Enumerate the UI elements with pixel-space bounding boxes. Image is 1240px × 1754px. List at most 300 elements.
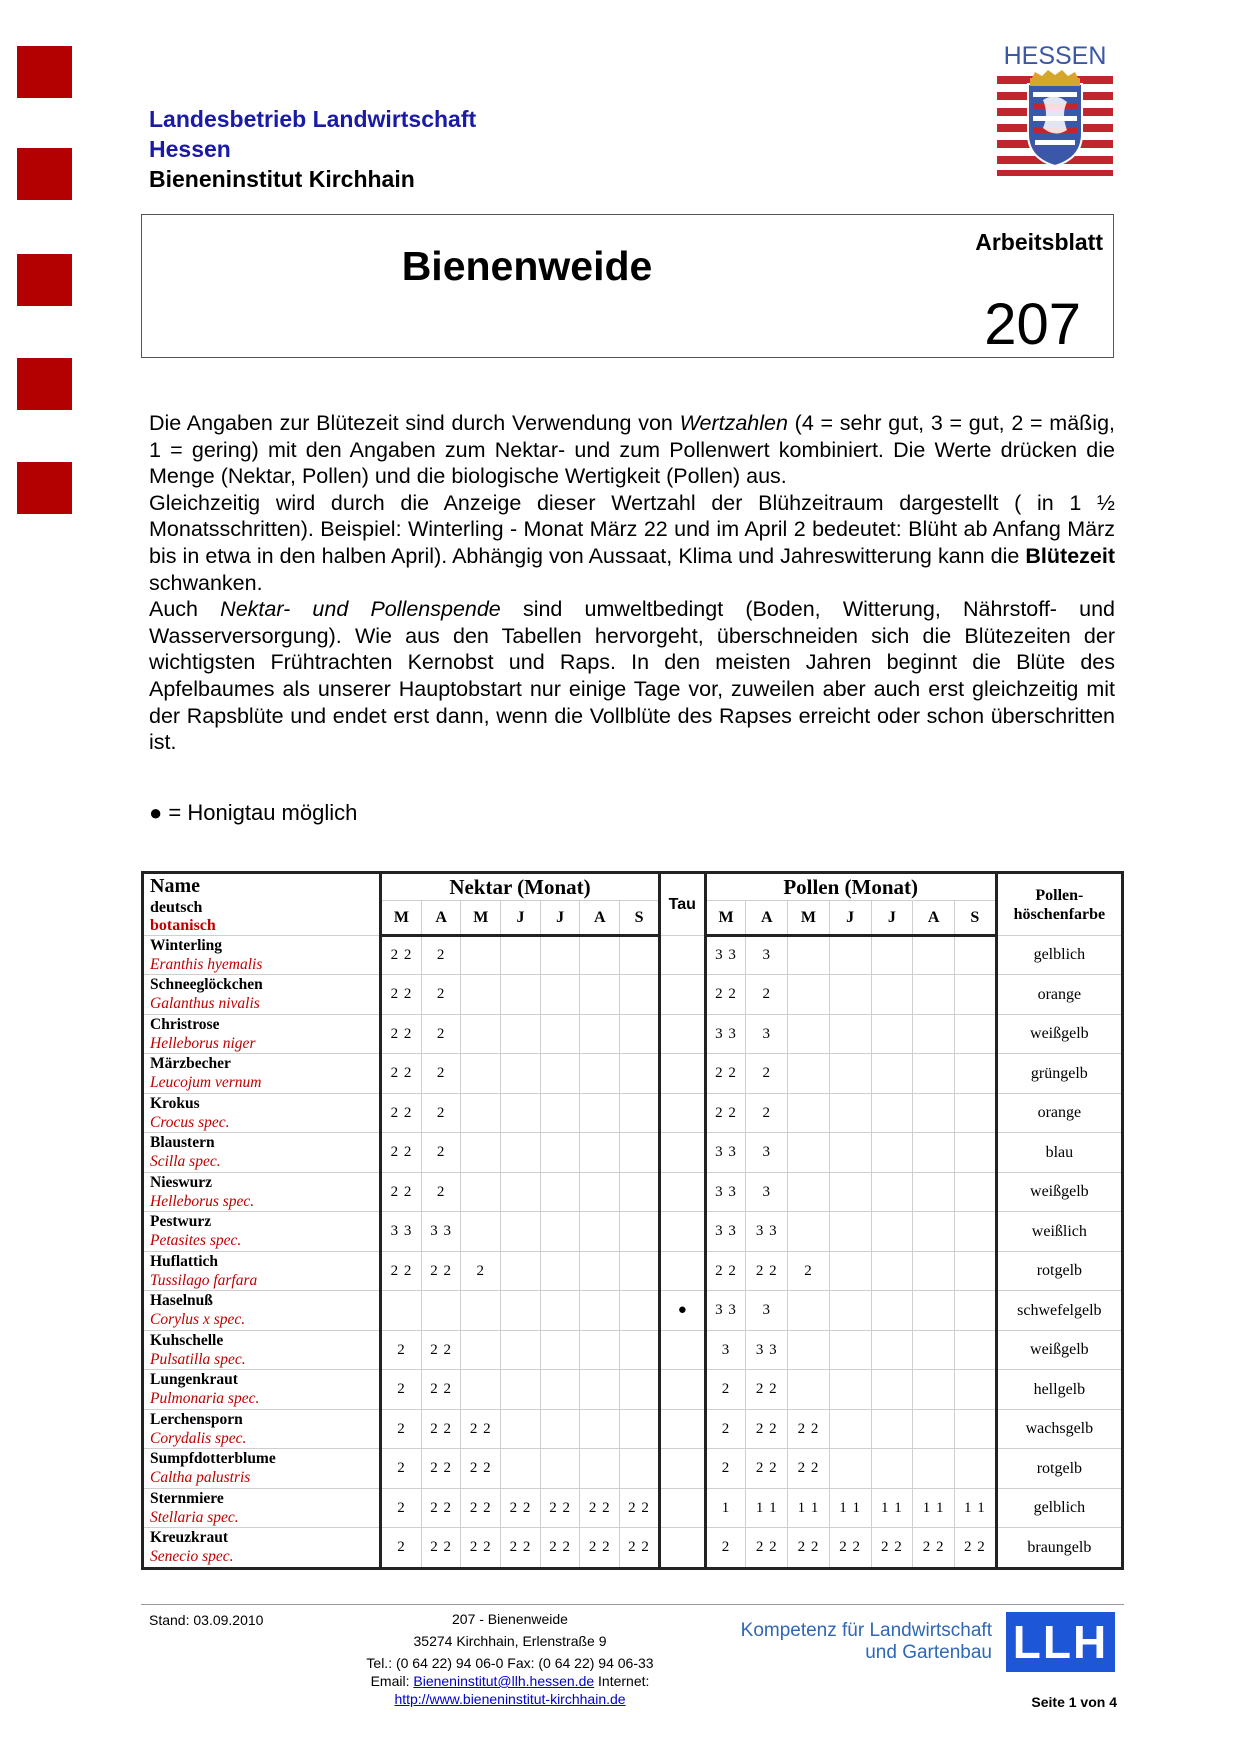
nektar-value: 2 2 <box>461 1488 501 1527</box>
pollen-value <box>954 1370 996 1409</box>
pollen-value: 1 1 <box>913 1488 955 1527</box>
nektar-value <box>461 1014 501 1053</box>
nektar-value <box>620 1054 660 1093</box>
table-row <box>143 1093 1123 1132</box>
pollen-value <box>788 1054 830 1093</box>
plant-name-botanical: Pulmonaria spec. <box>150 1390 260 1408</box>
nektar-value <box>620 1291 660 1330</box>
nektar-value <box>620 1212 660 1251</box>
pollen-value: 3 3 <box>705 1014 746 1053</box>
pollen-value: 2 2 <box>829 1528 871 1569</box>
nektar-value <box>501 1212 541 1251</box>
pollen-value <box>954 1172 996 1211</box>
plant-name <box>143 1488 381 1527</box>
website-link[interactable]: http://www.bieneninstitut-kirchhain.de <box>394 1691 626 1707</box>
nektar-month-5: A <box>580 901 620 936</box>
nektar-value <box>620 1330 660 1369</box>
pollen-value: 2 2 <box>746 1370 788 1409</box>
nektar-value <box>580 1212 620 1251</box>
nektar-value <box>461 1370 501 1409</box>
nektar-value <box>580 1251 620 1290</box>
intro-paragraph-1: Die Angaben zur Blütezeit sind durch Verwendung von Wertzahlen (4 = sehr gut, 3 = gut, 2 = mäßig, 1 = gering) mit den Angaben zum Nektar- und zum Pollenwert kombiniert. Die Werte drücken die Menge (Nektar, Pollen) und die biologische Wertigkeit (Pollen) aus. <box>149 411 1116 489</box>
nektar-value: 2 <box>421 1054 461 1093</box>
table-row <box>143 1330 1123 1369</box>
table-row <box>143 975 1123 1014</box>
llh-logo: LLH <box>1006 1612 1115 1672</box>
pollen-value <box>871 975 913 1014</box>
pollen-value <box>913 975 955 1014</box>
pollen-month-6: S <box>954 901 996 936</box>
nektar-value <box>620 975 660 1014</box>
pollen-value <box>954 1449 996 1488</box>
plant-name-german: Krokus <box>150 1094 200 1112</box>
margin-square <box>17 46 72 98</box>
pollen-color: orange <box>996 1093 1122 1132</box>
pollen-color: rotgelb <box>996 1449 1122 1488</box>
nektar-value <box>580 1409 620 1448</box>
pollen-value: 1 1 <box>746 1488 788 1527</box>
nektar-value <box>461 1212 501 1251</box>
pollen-color: weißgelb <box>996 1014 1122 1053</box>
footer-phone: Tel.: (0 64 22) 94 06-0 Fax: (0 64 22) 94 06-33 <box>366 1655 654 1671</box>
plant-name-german: Sternmiere <box>150 1489 224 1507</box>
pollen-color: orange <box>996 975 1122 1014</box>
nektar-month-1: A <box>421 901 461 936</box>
pollen-value <box>871 1054 913 1093</box>
plant-name-botanical: Corylus x spec. <box>150 1311 246 1329</box>
nektar-value <box>540 1133 580 1172</box>
table-row <box>143 1528 1123 1569</box>
pollen-value <box>913 1172 955 1211</box>
nektar-value <box>620 936 660 975</box>
pollen-value: 3 <box>746 1133 788 1172</box>
pollen-value <box>913 1212 955 1251</box>
tau-value <box>659 936 705 975</box>
pollen-color: grüngelb <box>996 1054 1122 1093</box>
nektar-value: 2 <box>421 1093 461 1132</box>
nektar-value: 2 <box>421 1172 461 1211</box>
plant-name <box>143 1172 381 1211</box>
pollen-value <box>871 1133 913 1172</box>
table-row <box>143 1291 1123 1330</box>
pollen-value <box>829 936 871 975</box>
table-row <box>143 1212 1123 1251</box>
plant-name-botanical: Eranthis hyemalis <box>150 956 263 973</box>
plant-name <box>143 1370 381 1409</box>
pollen-value: 2 2 <box>788 1449 830 1488</box>
nektar-value: 3 3 <box>381 1212 422 1251</box>
nektar-value <box>461 1330 501 1369</box>
nektar-value <box>580 936 620 975</box>
nektar-value: 2 2 <box>421 1449 461 1488</box>
pollen-value <box>871 1093 913 1132</box>
hessen-logo <box>995 42 1115 182</box>
honeydew-note: ● = Honigtau möglich <box>149 800 358 825</box>
nektar-value: 2 2 <box>381 1251 422 1290</box>
pollen-color: weißgelb <box>996 1172 1122 1211</box>
nektar-value: 2 <box>381 1488 422 1527</box>
tau-value <box>659 1370 705 1409</box>
footer-tagline: Kompetenz für Landwirtschaft und Gartenbau <box>740 1620 992 1663</box>
nektar-value: 2 2 <box>381 975 422 1014</box>
org-line-3: Bieneninstitut Kirchhain <box>149 166 415 192</box>
pollen-value <box>788 1330 830 1369</box>
nektar-value <box>501 1133 541 1172</box>
pollen-color: gelblich <box>996 936 1122 975</box>
tau-value <box>659 1409 705 1448</box>
pollen-month-3: J <box>829 901 871 936</box>
pollen-value <box>871 1172 913 1211</box>
pollen-value <box>913 1449 955 1488</box>
nektar-value <box>501 1172 541 1211</box>
nektar-value <box>540 936 580 975</box>
pollen-value: 3 <box>705 1330 746 1369</box>
nektar-value <box>461 1291 501 1330</box>
nektar-value <box>540 1330 580 1369</box>
nektar-value: 2 <box>381 1330 422 1369</box>
plant-name-german: Lerchensporn <box>150 1410 243 1428</box>
nektar-value: 2 2 <box>461 1449 501 1488</box>
pollen-color: wachsgelb <box>996 1409 1122 1448</box>
nektar-value: 2 2 <box>381 1014 422 1053</box>
nektar-value: 2 2 <box>620 1528 660 1569</box>
nektar-value <box>580 1133 620 1172</box>
pollen-value <box>871 1014 913 1053</box>
pollen-value: 2 <box>788 1251 830 1290</box>
nektar-value <box>381 1291 422 1330</box>
pollen-value <box>829 1409 871 1448</box>
org-line-2: Hessen <box>149 136 231 162</box>
pollen-value <box>829 1330 871 1369</box>
tau-value <box>659 1093 705 1132</box>
nektar-value <box>501 975 541 1014</box>
nektar-value <box>540 1409 580 1448</box>
tau-value <box>659 1054 705 1093</box>
nektar-value <box>620 1370 660 1409</box>
table-row <box>143 1172 1123 1211</box>
plant-name <box>143 1133 381 1172</box>
plant-name-botanical: Helleborus spec. <box>150 1192 255 1210</box>
pollen-value <box>913 1370 955 1409</box>
pollen-value <box>829 1449 871 1488</box>
nektar-value: 2 2 <box>421 1488 461 1527</box>
nektar-value <box>501 1251 541 1290</box>
pollen-value <box>954 1014 996 1053</box>
pollen-value: 2 <box>746 1054 788 1093</box>
pollen-value: 3 3 <box>705 1212 746 1251</box>
pollen-value <box>913 1054 955 1093</box>
plant-name-german: Pestwurz <box>150 1213 212 1231</box>
pollen-value <box>954 1133 996 1172</box>
pollen-value <box>913 1330 955 1369</box>
margin-square <box>17 148 72 200</box>
plant-name-german: Lungenkraut <box>150 1371 238 1389</box>
pollen-value <box>788 1014 830 1053</box>
pollen-value <box>954 1409 996 1448</box>
pollen-value <box>913 1133 955 1172</box>
nektar-value <box>501 1291 541 1330</box>
pollen-value: 1 <box>705 1488 746 1527</box>
tau-value <box>659 1212 705 1251</box>
pollen-value <box>871 1251 913 1290</box>
nektar-value <box>501 1054 541 1093</box>
pollen-color: weißlich <box>996 1212 1122 1251</box>
plant-name-german: Winterling <box>150 937 223 954</box>
nektar-value: 2 2 <box>381 1133 422 1172</box>
pollen-color: weißgelb <box>996 1330 1122 1369</box>
nektar-value: 2 <box>381 1409 422 1448</box>
nektar-value <box>540 1449 580 1488</box>
nektar-value <box>580 1014 620 1053</box>
pollen-value <box>788 1172 830 1211</box>
nektar-value: 2 2 <box>421 1251 461 1290</box>
nektar-value: 2 2 <box>421 1528 461 1569</box>
pollen-value: 2 2 <box>746 1528 788 1569</box>
pollen-value <box>788 1291 830 1330</box>
nektar-value: 2 2 <box>421 1409 461 1448</box>
sheet-label: Arbeitsblatt <box>975 229 1103 255</box>
pollen-value <box>954 1054 996 1093</box>
intro-paragraph-3: Auch Nektar- und Pollenspende sind umweltbedingt (Boden, Witterung, Nährstoff- und Wasserversorgung). Wie aus den Tabellen hervorgeht, überschneiden sich die Blütezeiten der wichtigsten Frühtrachten Kernobst und Raps. In den meisten Jahren beginnt die Blüte des Apfelbaumes als unserer Hauptobstart nur einige Tage vor, zuweilen aber auch erst gleichzeitig mit der Rapsblüte und endet erst dann, wenn die Vollblüte des Rapses erreicht oder schon überschritten ist. <box>149 597 1115 755</box>
nektar-value <box>580 1370 620 1409</box>
pollen-value <box>871 1370 913 1409</box>
nektar-value: 2 2 <box>381 1172 422 1211</box>
nektar-value <box>540 1291 580 1330</box>
table-row <box>143 1370 1123 1409</box>
nektar-value: 3 3 <box>421 1212 461 1251</box>
footer-date: Stand: 03.09.2010 <box>149 1612 264 1628</box>
plant-name-botanical: Caltha palustris <box>150 1469 251 1487</box>
nektar-value <box>461 975 501 1014</box>
nektar-value <box>620 1251 660 1290</box>
hessen-logo-text: HESSEN <box>1003 42 1107 70</box>
plant-name-botanical: Stellaria spec. <box>150 1508 239 1526</box>
nektar-value <box>501 1370 541 1409</box>
nektar-value: 2 2 <box>381 1054 422 1093</box>
nektar-value <box>580 1093 620 1132</box>
pollen-value <box>829 1014 871 1053</box>
plant-name <box>143 1330 381 1369</box>
pollen-value: 3 3 <box>705 1172 746 1211</box>
footer-address: 35274 Kirchhain, Erlenstraße 9 <box>413 1633 607 1649</box>
tau-value <box>659 1133 705 1172</box>
table-row <box>143 1054 1123 1093</box>
plant-name-german: Sumpfdotterblume <box>150 1450 276 1468</box>
plant-name-botanical: Tussilago farfara <box>150 1271 258 1289</box>
nektar-value <box>620 1409 660 1448</box>
plant-name-german: Kuhschelle <box>150 1331 224 1349</box>
pollen-value <box>954 975 996 1014</box>
pollen-value <box>829 1370 871 1409</box>
plant-name <box>143 1251 381 1290</box>
nektar-value <box>620 1133 660 1172</box>
table-row <box>143 1449 1123 1488</box>
pollen-month-4: J <box>871 901 913 936</box>
nektar-value <box>540 1370 580 1409</box>
plant-name-german: Nieswurz <box>150 1173 212 1191</box>
pollen-value: 3 <box>746 1172 788 1211</box>
pollen-value <box>954 1212 996 1251</box>
nektar-value <box>501 1093 541 1132</box>
plant-name <box>143 975 381 1014</box>
nektar-value <box>501 1330 541 1369</box>
plant-name <box>143 1528 381 1569</box>
page-number: Seite 1 von 4 <box>1031 1694 1117 1710</box>
pollen-value <box>871 1449 913 1488</box>
margin-square <box>17 358 72 410</box>
nektar-value <box>540 1212 580 1251</box>
nektar-value <box>580 1054 620 1093</box>
pollen-value <box>913 1014 955 1053</box>
nektar-value: 2 2 <box>580 1488 620 1527</box>
table-row <box>143 1251 1123 1290</box>
footer-doc: 207 - Bienenweide <box>452 1611 568 1627</box>
nektar-value <box>580 975 620 1014</box>
plant-name-botanical: Leucojum vernum <box>150 1074 262 1092</box>
plant-name <box>143 1054 381 1093</box>
pollen-header: Pollen (Monat) <box>705 873 996 901</box>
nektar-value <box>540 1014 580 1053</box>
nektar-value <box>501 1014 541 1053</box>
pollen-value: 3 3 <box>705 1133 746 1172</box>
plant-name <box>143 1093 381 1132</box>
nektar-value <box>620 1014 660 1053</box>
tau-value <box>659 1251 705 1290</box>
nektar-value <box>421 1291 461 1330</box>
pollen-value: 3 3 <box>746 1212 788 1251</box>
pollen-month-2: M <box>788 901 830 936</box>
plant-name-german: Schneeglöckchen <box>150 976 263 994</box>
nektar-value <box>461 1133 501 1172</box>
pollen-value: 2 <box>705 1449 746 1488</box>
nektar-value <box>461 1093 501 1132</box>
nektar-value: 2 2 <box>501 1488 541 1527</box>
nektar-value: 2 <box>421 975 461 1014</box>
pollen-color: braungelb <box>996 1528 1122 1569</box>
nektar-header: Nektar (Monat) <box>381 873 660 901</box>
nektar-month-0: M <box>381 901 422 936</box>
intro-paragraph-2: Gleichzeitig wird durch die Anzeige dieser Wertzahl der Blühzeitraum dargestellt ( in 1 ½ Monatsschritten). Beispiel: Winterling - Monat März 22 und im April 2 bedeutet: Blüht ab Anfang März bis in etwa in den halben April). Abhängig von Aussaat, Klima und Jahreswitterung kann die Blütezeit schwanken. <box>149 490 1115 595</box>
pollen-value <box>829 1172 871 1211</box>
nektar-value: 2 2 <box>461 1528 501 1569</box>
pollen-month-0: M <box>705 901 746 936</box>
pollen-value <box>954 1291 996 1330</box>
pollen-value: 2 2 <box>954 1528 996 1569</box>
page-title: Bienenweide <box>401 243 653 289</box>
nektar-value: 2 2 <box>620 1488 660 1527</box>
pollen-value <box>829 1093 871 1132</box>
pollen-value: 1 1 <box>871 1488 913 1527</box>
pollen-value: 2 2 <box>788 1528 830 1569</box>
plant-name-botanical: Helleborus niger <box>150 1034 256 1052</box>
pollen-value: 1 1 <box>954 1488 996 1527</box>
pollen-value: 1 1 <box>829 1488 871 1527</box>
nektar-value: 2 2 <box>461 1409 501 1448</box>
pollen-value <box>829 975 871 1014</box>
pollen-value: 3 <box>746 1014 788 1053</box>
pollen-value <box>871 936 913 975</box>
pollen-value <box>788 1093 830 1132</box>
nektar-value <box>540 1093 580 1132</box>
nektar-value <box>501 1409 541 1448</box>
plant-name-german: Märzbecher <box>150 1055 231 1073</box>
pollen-color: rotgelb <box>996 1251 1122 1290</box>
plant-name-botanical: Galanthus nivalis <box>150 995 260 1013</box>
footer-divider <box>141 1604 1124 1605</box>
nektar-value: 2 2 <box>421 1370 461 1409</box>
pollen-value <box>871 1212 913 1251</box>
organization-name <box>149 104 476 194</box>
bee-plant-table <box>141 871 1124 1570</box>
pollen-value <box>788 975 830 1014</box>
pollen-color-header: Pollen- höschenfarbe <box>996 873 1122 936</box>
tau-value <box>659 975 705 1014</box>
nektar-value <box>540 1054 580 1093</box>
nektar-value <box>540 975 580 1014</box>
pollen-value: 2 <box>746 1093 788 1132</box>
pollen-value: 3 3 <box>705 936 746 975</box>
pollen-value <box>829 1054 871 1093</box>
pollen-value <box>913 1251 955 1290</box>
org-line-1: Landesbetrieb Landwirtschaft <box>149 106 477 132</box>
tau-header: Tau <box>659 873 705 936</box>
nektar-value <box>461 936 501 975</box>
plant-name <box>143 1014 381 1053</box>
nektar-value <box>580 1449 620 1488</box>
pollen-value: 2 2 <box>705 1251 746 1290</box>
table-row <box>143 1133 1123 1172</box>
pollen-value: 2 2 <box>705 1093 746 1132</box>
plant-name <box>143 1409 381 1448</box>
pollen-value <box>829 1251 871 1290</box>
pollen-value: 2 <box>705 1528 746 1569</box>
nektar-value <box>501 936 541 975</box>
pollen-month-5: A <box>913 901 955 936</box>
tau-value <box>659 1172 705 1211</box>
tau-value <box>659 1488 705 1527</box>
pollen-value <box>871 1330 913 1369</box>
pollen-value: 3 <box>746 1291 788 1330</box>
pollen-value: 2 2 <box>746 1409 788 1448</box>
plant-name-botanical: Pulsatilla spec. <box>150 1350 246 1368</box>
table-row <box>143 1409 1123 1448</box>
pollen-value <box>788 1133 830 1172</box>
tau-value <box>659 1014 705 1053</box>
pollen-value: 2 2 <box>746 1251 788 1290</box>
pollen-value <box>871 1291 913 1330</box>
pollen-value <box>788 936 830 975</box>
pollen-month-1: A <box>746 901 788 936</box>
plant-name <box>143 1291 381 1330</box>
nektar-value <box>620 1172 660 1211</box>
footer-email-line: Email: Bieneninstitut@llh.hessen.de Internet: <box>370 1673 650 1689</box>
pollen-value <box>829 1133 871 1172</box>
email-link[interactable]: Bieneninstitut@llh.hessen.de <box>413 1673 595 1689</box>
plant-name-german: Christrose <box>150 1015 220 1033</box>
pollen-value <box>829 1291 871 1330</box>
plant-name <box>143 936 381 975</box>
nektar-month-6: S <box>620 901 660 936</box>
plant-name-german: Kreuzkraut <box>150 1529 229 1547</box>
nektar-value <box>461 1172 501 1211</box>
pollen-color: gelblich <box>996 1488 1122 1527</box>
plant-name-botanical: Senecio spec. <box>150 1548 234 1566</box>
table-row <box>143 936 1123 975</box>
nektar-value: 2 <box>381 1528 422 1569</box>
pollen-value <box>954 1251 996 1290</box>
title-box <box>141 214 1114 358</box>
plant-name <box>143 1212 381 1251</box>
